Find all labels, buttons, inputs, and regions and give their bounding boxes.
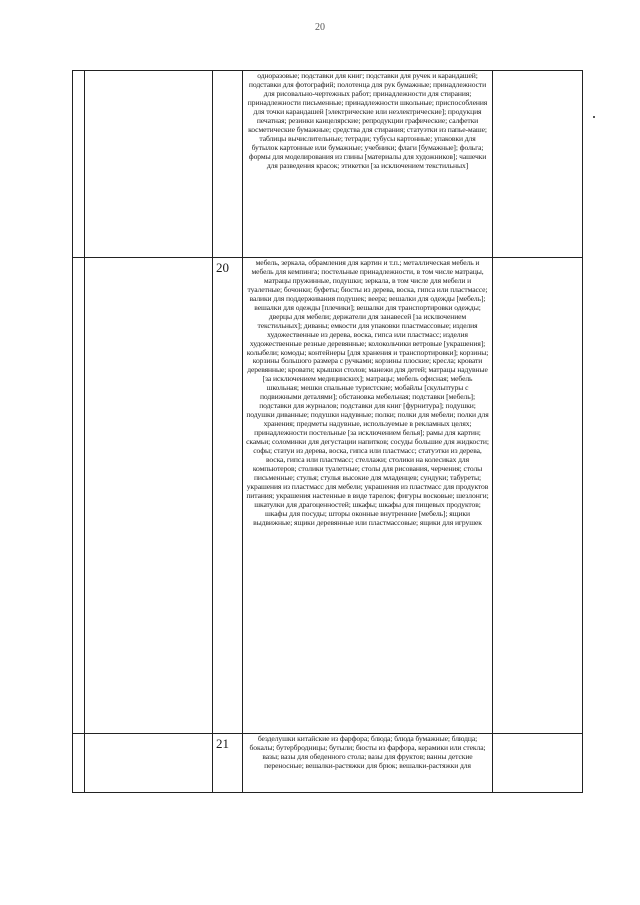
goods-classification-table (72, 70, 583, 793)
table-row (73, 258, 583, 734)
goods-list: одноразовые; подставки для книг; подставки для ручек и карандашей; подставки для фотографий; полотенца для рук бумажные; принадлежности для рисовально-чертежных работ; принадлежности для стирания; принадлежности письменные; принадлежности школьные; приспособления для точки карандашей [электрические или неэлектрические]; продукция печатная; резинки канцелярские; репродукции графические; салфетки косметические бумажные; средства для стирания; статуэтки из папье-маше; таблицы вычислительные; тетради; тубусы картонные; упаковки для бутылок картонные или бумажные; учебники; флаги [бумажные]; фольга; формы для моделирования из глины [материалы для художников]; чашечки для разведения красок; этикетки [за исключением текстильных] (243, 71, 493, 258)
class-number: 20 (213, 258, 243, 734)
class-number: 21 (213, 734, 243, 793)
notes-cell (493, 258, 583, 734)
margin-cell (73, 71, 85, 258)
class-number (213, 71, 243, 258)
goods-list: мебель, зеркала, обрамления для картин и т.п.; металлическая мебель и мебель для кемпинга; постельные принадлежности, в том числе матрацы, матрацы пружинные, подушки; зеркала, в том числе для мебели и туалетные; бочонки; буфеты; бюсты из дерева, воска, гипса или пластмассе; валики для поддерживания подушек; веера; вешалки для одежды [мебель]; вешалки для одежды [плечики]; вешалки для транспортировки одежды; дверцы для мебели; держатели для занавесей [за исключением текстильных]; диваны; емкости для упаковки пластмассовые; изделия художественные из дерева, воска, гипса или пластмасс; изделия художественные резные деревянные; колокольчики ветровые [украшения]; колыбели; комоды; контейнеры [для хранения и транспортировки]; корзины; корзины большого размера с ручками; корзины плоские; кресла; кровати деревянные; кровати; крышки столов; манежи для детей; матрацы надувные [за исключением медицинских]; матрацы; мебель офисная; мебель школьная; мешки спальные туристские; мобайлы [скульптуры с подвижными деталями]; обстановка мебельная; подставки [мебель]; подставки для журналов; подставки для книг [фурнитура]; подушки; подушки диванные; подушки надувные; полки; полки для мебели; полки для хранения; предметы надувные, используемые в рекламных целях; принадлежности постельные [за исключением белья]; рамы для картин; скамьи; соломинки для дегустации напитков; сосуды большие для жидкости; софы; статуи из дерева, воска, гипса или пластмасс; статуэтки из дерева, воска, гипса или пластмасс; стеллажи; столики на колесиках для компьютеров; столики туалетные; столы для рисования, черчения; столы письменные; стулья; стулья высокие для младенцев; сундуки; табуреты; украшения из пластмасс для мебели; украшения из пластмасс для продуктов питания; украшения настенные в виде тарелок; фигуры восковые; шезлонги; шкатулки для драгоценностей; шкафы; шкафы для пищевых продуктов; шкафы для посуды; шторы оконные внутренние [мебель]; ящики выдвижные; ящики деревянные или пластмассовые; ящики для игрушек (243, 258, 493, 734)
empty-cell (85, 734, 213, 793)
margin-cell (73, 258, 85, 734)
margin-cell (73, 734, 85, 793)
notes-cell (493, 71, 583, 258)
page-number: 20 (315, 22, 325, 33)
goods-list: безделушки китайские из фарфора; блюда; блюда бумажные; блюдца; бокалы; бутербродницы; бутыли; бюсты из фарфора, керамики или стекла; вазы; вазы для обеденного стола; вазы для фруктов; ванны детские переносные; вешалки-растяжки для брюк; вешалки-растяжки для (243, 734, 493, 793)
table-row (73, 71, 583, 258)
scan-speck (593, 116, 595, 118)
table-row (73, 734, 583, 793)
empty-cell (85, 258, 213, 734)
empty-cell (85, 71, 213, 258)
notes-cell (493, 734, 583, 793)
